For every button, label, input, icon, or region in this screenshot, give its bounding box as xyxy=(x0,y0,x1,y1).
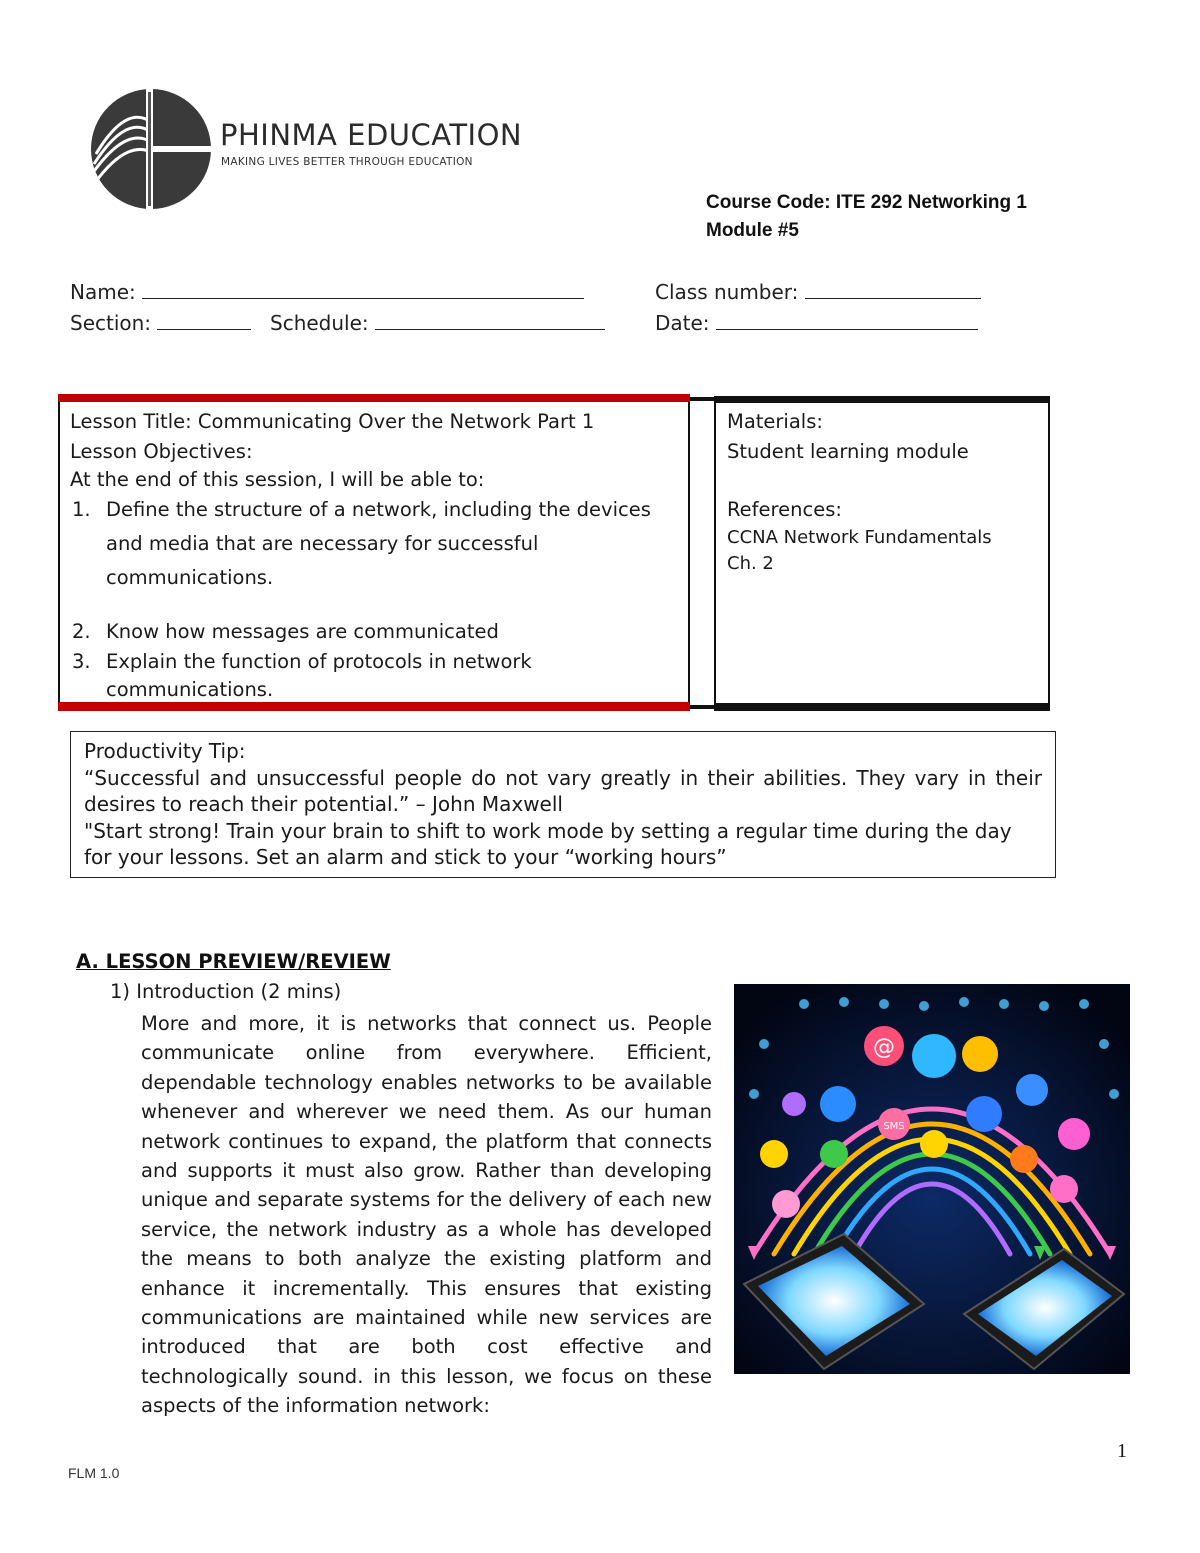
objective-number: 1. xyxy=(72,498,91,521)
lesson-intro: At the end of this session, I will be able to: xyxy=(70,468,485,491)
course-code: Course Code: ITE 292 Networking 1 xyxy=(706,192,1027,213)
objective-line: and media that are necessary for successful xyxy=(106,532,539,555)
tip-line: “Successful and unsuccessful people do not vary greatly in their abilities. They vary in their xyxy=(84,766,1042,790)
divider xyxy=(690,705,714,709)
name-blank[interactable] xyxy=(142,280,584,299)
section-field xyxy=(70,311,251,335)
network-communication-illustration xyxy=(734,984,1130,1374)
objective-line: Define the structure of a network, including the devices xyxy=(106,498,651,521)
objective-number: 2. xyxy=(72,620,91,643)
lesson-title-text: Communicating Over the Network Part 1 xyxy=(191,410,595,433)
section-blank[interactable] xyxy=(157,311,251,330)
objective-line: Explain the function of protocols in network xyxy=(106,650,532,673)
objective-line: communications. xyxy=(106,678,274,701)
lesson-box-bottom-bar xyxy=(58,702,690,711)
date-blank[interactable] xyxy=(716,311,978,330)
schedule-blank[interactable] xyxy=(375,311,605,330)
schedule-field xyxy=(270,311,605,335)
lesson-box-top-bar xyxy=(58,394,690,402)
lesson-objectives-label: Lesson Objectives: xyxy=(70,440,253,463)
materials-box-bottom-bar xyxy=(714,703,1050,711)
tip-line: for your lessons. Set an alarm and stick to your “working hours” xyxy=(84,845,727,869)
section-a-heading: A. LESSON PREVIEW/REVIEW xyxy=(76,950,391,973)
footer-version: FLM 1.0 xyxy=(68,1465,120,1481)
class-number-field xyxy=(655,280,981,304)
objective-line: communications. xyxy=(106,566,274,589)
objective-number: 3. xyxy=(72,650,91,673)
at-icon: @ xyxy=(873,1035,895,1060)
productivity-tip-label: Productivity Tip: xyxy=(84,739,246,763)
module-number: Module #5 xyxy=(706,220,799,241)
introduction-paragraph: More and more, it is networks that connect us. People communicate online from everywhere. Efficient, dependable technology enables networks to be available whenever and wherever we need them. As our human network continues to expand, the platform that connects and supports it must also grow. Rather than developing unique and separate systems for the delivery of each new service, the network industry as a whole has developed the means to both analyze the existing platform and enhance it incrementally. This ensures that existing communications are maintained while new services are introduced that are both cost effective and technologically sound. in this lesson, we focus on these aspects of the information network: xyxy=(141,1012,712,1418)
divider xyxy=(690,397,714,401)
lesson-title-label: Title: xyxy=(143,410,192,433)
lesson-title xyxy=(70,410,594,433)
tip-line: desires to reach their potential.” – John Maxwell xyxy=(84,792,563,816)
introduction-label: 1) Introduction (2 mins) xyxy=(110,980,342,1003)
date-label: Date: xyxy=(655,311,710,335)
date-field xyxy=(655,311,978,335)
name-label: Name: xyxy=(70,280,136,304)
materials-label: Materials: xyxy=(727,410,823,433)
reference-line: CCNA Network Fundamentals xyxy=(727,527,992,548)
brand-name: PHINMA EDUCATION xyxy=(220,118,523,152)
name-field xyxy=(70,280,584,304)
sms-icon: SMS xyxy=(883,1121,905,1132)
lesson-title-prefix: Lesson xyxy=(70,410,144,433)
class-number-blank[interactable] xyxy=(805,280,981,299)
phinma-logo xyxy=(86,84,216,214)
brand-tagline: MAKING LIVES BETTER THROUGH EDUCATION xyxy=(221,156,473,168)
section-label: Section: xyxy=(70,311,152,335)
materials-box-top-bar xyxy=(714,396,1050,403)
objective-line: Know how messages are communicated xyxy=(106,620,499,643)
reference-line: Ch. 2 xyxy=(727,553,774,574)
page-number: 1 xyxy=(1117,1440,1127,1462)
references-label: References: xyxy=(727,498,842,521)
tip-line: "Start strong! Train your brain to shift to work mode by setting a regular time during the day xyxy=(84,819,1012,843)
class-number-label: Class number: xyxy=(655,280,799,304)
schedule-label: Schedule: xyxy=(270,311,369,335)
materials-value: Student learning module xyxy=(727,440,969,463)
